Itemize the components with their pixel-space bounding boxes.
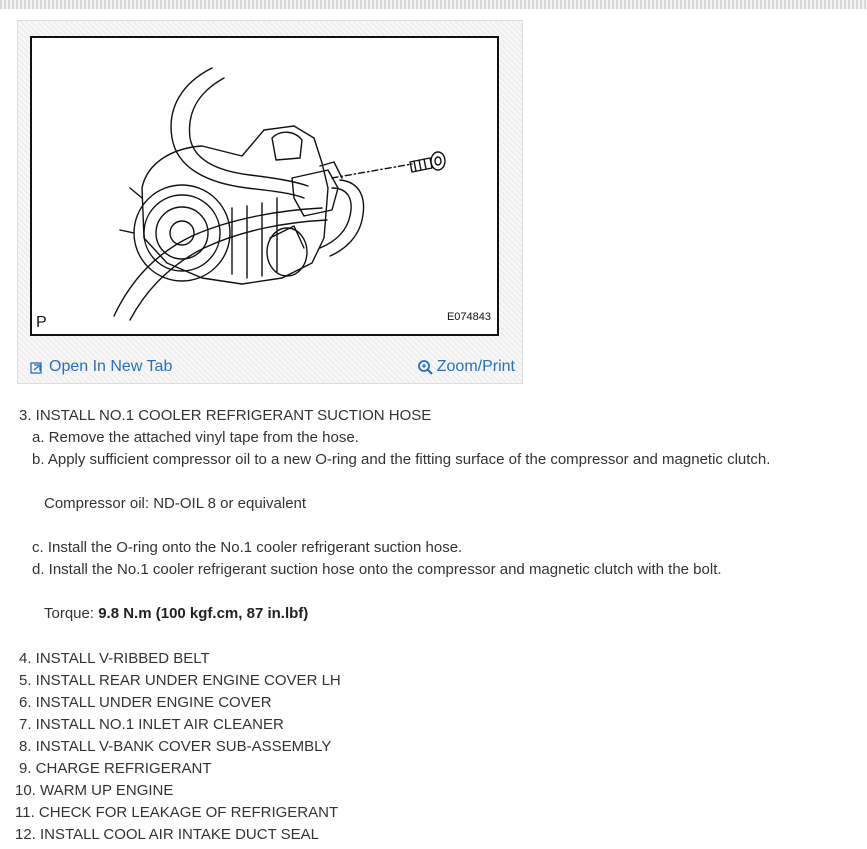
zoom-print-label: Zoom/Print (436, 358, 515, 375)
torque-value: 9.8 N.m (100 kgf.cm, 87 in.lbf) (98, 605, 309, 622)
torque-spec (44, 603, 308, 625)
substep-d: d. Install the No.1 cooler refrigerant suction hose onto the compressor and magnetic clutch with the bolt. (32, 561, 722, 578)
compressor-drawing (32, 38, 497, 334)
open-in-new-tab-label: Open In New Tab (49, 358, 173, 375)
step-4: 4. INSTALL V-RIBBED BELT (19, 650, 210, 667)
substep-c: c. Install the O-ring onto the No.1 cooler refrigerant suction hose. (32, 539, 463, 556)
step-7: 7. INSTALL NO.1 INLET AIR CLEANER (19, 716, 284, 733)
substep-b: b. Apply sufficient compressor oil to a new O-ring and the fitting surface of the compressor and magnetic clutch. (32, 451, 771, 468)
figure-corner-label: P (36, 314, 47, 331)
torque-label: Torque: (44, 605, 99, 622)
step-5: 5. INSTALL REAR UNDER ENGINE COVER LH (19, 672, 341, 689)
figure-id: E074843 (446, 311, 491, 323)
new-tab-icon (30, 361, 43, 374)
substep-a: a. Remove the attached vinyl tape from the hose. (32, 429, 359, 446)
compressor-illustration (30, 36, 499, 336)
step-12: 12. INSTALL COOL AIR INTAKE DUCT SEAL (15, 826, 319, 843)
step-11: 11. CHECK FOR LEAKAGE OF REFRIGERANT (15, 804, 339, 821)
step-8: 8. INSTALL V-BANK COVER SUB-ASSEMBLY (19, 738, 332, 755)
figure-card (17, 20, 523, 384)
magnifier-icon (417, 359, 434, 376)
step-6: 6. INSTALL UNDER ENGINE COVER (19, 694, 272, 711)
open-in-new-tab-link[interactable] (30, 358, 172, 376)
step-3-title: 3. INSTALL NO.1 COOLER REFRIGERANT SUCTION HOSE (19, 407, 432, 424)
step-9: 9. CHARGE REFRIGERANT (19, 760, 212, 777)
zoom-print-link[interactable] (417, 358, 515, 376)
step-10: 10. WARM UP ENGINE (15, 782, 174, 799)
compressor-oil-spec: Compressor oil: ND-OIL 8 or equivalent (44, 495, 307, 512)
figure-actions (18, 354, 522, 384)
top-divider (0, 0, 867, 9)
